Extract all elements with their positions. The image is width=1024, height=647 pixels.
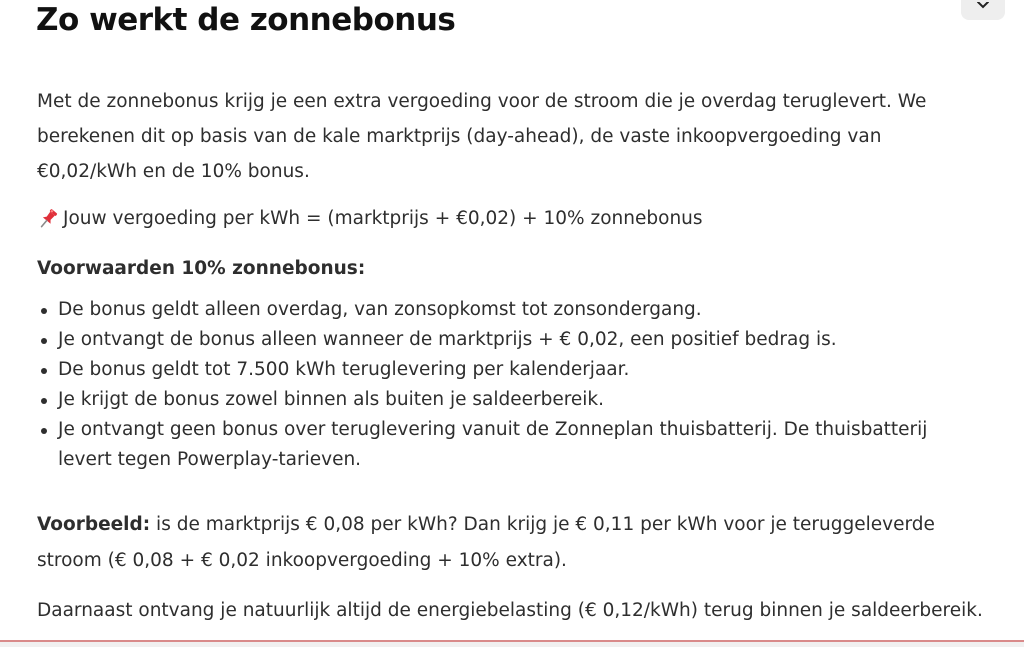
close-button[interactable] — [961, 0, 1005, 20]
list-item: Je ontvangt geen bonus over teruglevering vanuit de Zonneplan thuisbatterij. De thuisbatterij levert tegen Powerplay-tarieven. — [58, 415, 987, 475]
pushpin-icon — [37, 208, 59, 230]
list-item: De bonus geldt tot 7.500 kWh teruglevering per kalenderjaar. — [58, 355, 987, 385]
list-item: De bonus geldt alleen overdag, van zonsopkomst tot zonsondergang. — [58, 295, 987, 325]
list-item: Je ontvangt de bonus alleen wanneer de marktprijs + € 0,02, een positief bedrag is. — [58, 325, 987, 355]
example-label: Voorbeeld: — [37, 514, 151, 535]
conditions-heading: Voorwaarden 10% zonnebonus: — [37, 258, 366, 279]
conditions-list — [37, 295, 987, 475]
example-paragraph — [37, 507, 987, 579]
modal-body — [37, 84, 987, 626]
intro-text: Met de zonnebonus krijg je een extra vergoeding voor de stroom die je overdag teruglevert. We berekenen dit op basis van de kale marktprijs (day-ahead), de vaste inkoopvergoeding van €0,02/kWh en de 10% bonus. — [37, 91, 927, 182]
modal-bottom-edge — [0, 640, 1024, 647]
example-text: is de marktprijs € 0,08 per kWh? Dan krijg je € 0,11 per kWh voor je teruggeleverde stroom (€ 0,08 + € 0,02 inkoopvergoeding + 10% extra). — [37, 514, 935, 571]
list-item: Je krijgt de bonus zowel binnen als buiten je saldeerbereik. — [58, 385, 987, 415]
formula-line — [37, 204, 987, 234]
energy-tax-note: Daarnaast ontvang je natuurlijk altijd de energiebelasting (€ 0,12/kWh) terug binnen je saldeerbereik. — [37, 600, 983, 621]
close-icon — [976, 2, 990, 12]
formula-text: Jouw vergoeding per kWh = (marktprijs + €0,02) + 10% zonnebonus — [63, 208, 703, 229]
modal-title: Zo werkt de zonnebonus — [36, 2, 456, 38]
